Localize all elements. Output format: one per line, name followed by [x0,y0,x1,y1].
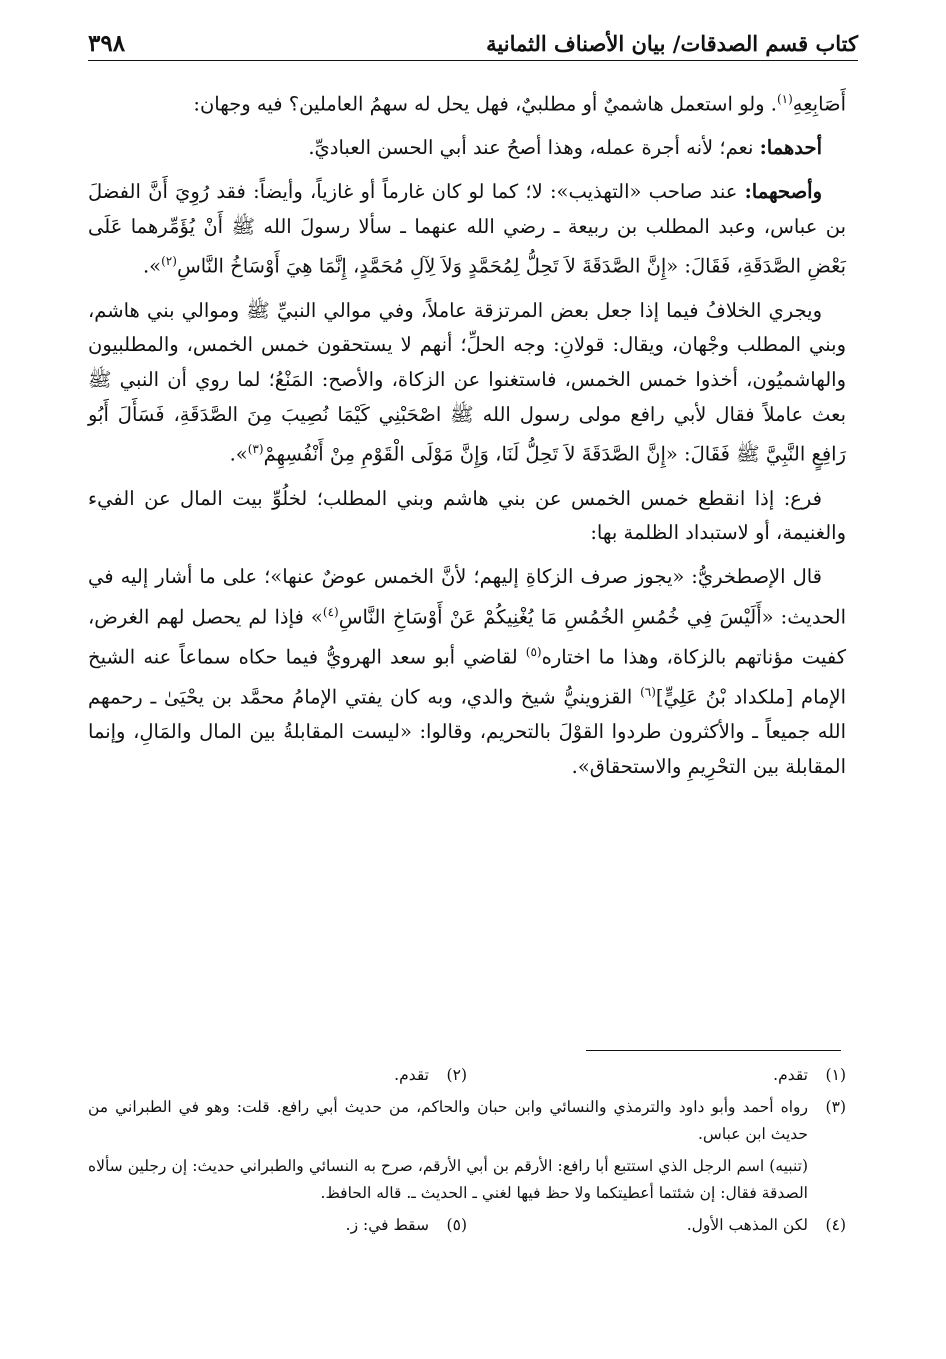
footnote-2-number: (٢) [446,1066,467,1084]
paragraph-1-start: أَصَابِعِهِ [792,92,846,116]
footnote-row-4-5 [88,1212,846,1239]
paragraph-3-lead: وأصحهما: [744,179,822,203]
footnote-ref-2: (٢) [161,254,177,269]
footnote-5-text: سقط في: ز. [345,1216,429,1234]
paragraph-2-text: نعم؛ لأنه أجرة عمله، وهذا أصحُ عند أبي الحسن العباديِّ. [308,136,760,160]
running-title: كتاب قسم الصدقات/ بيان الأصناف الثمانية [486,30,858,56]
footnote-1 [467,1062,846,1089]
footnote-divider [586,1050,841,1051]
footnote-3-note: (تنبيه) اسم الرجل الذي استتبع أبا رافع: الأرقم بن أبي الأرقم، صرح به النسائي والطبراني حديث: إن رجلين سألاه الصدقة فقال: إن شئتما أعطيتكما ولا حظ فيها لغني ـ الحديث ـ. قاله الحافظ. [88,1157,808,1202]
footnote-ref-5: (٥) [525,644,542,659]
paragraph-1-text: . ولو استعمل هاشميٌ أو مطلبيٌ، فهل يحل له سهمُ العاملين؟ فيه وجهان: [193,92,777,116]
footnote-2-text: تقدم. [394,1066,429,1084]
paragraph-6-text-d: القزوينيُّ شيخ والدي، وبه كان يفتي الإمامُ محمَّد بن يحْيَىٰ ـ رحمهم الله جميعاً ـ والأكثرون طردوا القوْلَ بالتحريم، وقالوا: «ليست المقابلةُ بين المال والمَالِ، وإنما المقابلة بين التحْرِيمِ والاستحقاق». [88,685,846,778]
paragraph-5-text: فرع: إذا انقطع خمس الخمس عن بني هاشم وبني المطلب؛ لخلُوِّ بيت المال عن الفيء والغنيمة، أو لاستبداد الظلمة بها: [88,486,846,545]
main-text [88,82,846,794]
paragraph-1 [88,82,846,122]
footnote-4 [467,1212,846,1239]
paragraph-2-lead: أحدهما: [759,136,822,160]
paragraph-4-end: ». [229,442,248,466]
paragraph-3-text: عند صاحب «التهذيب»: لا؛ كما لو كان غارماً أو غازياً، وأيضاً: فقد رُوِيَ أَنَّ الفضلَ بن عباس، وعبد المطلب بن ربيعة ـ رضي الله عنهما ـ سألا رسولَ الله ﷺ أَنْ يُؤَمِّرهما عَلَى بَعْضِ الصَّدَقَةِ، فَقَالَ: «إِنَّ الصَّدَقَةَ لاَ تَحِلُّ لِمُحَمَّدٍ وَلاَ لِآلِ مُحَمَّدٍ، إِنَّمَا هِيَ أَوْسَاخُ النَّاسِ [88,179,846,278]
paragraph-4 [88,294,846,473]
footnote-4-text: لكن المذهب الأول. [686,1216,808,1234]
paragraph-4-text: ويجري الخلافُ فيما إذا جعل بعض المرتزقة عاملاً، وفي موالي النبيِّ ﷺ وموالي بني هاشم، وبني المطلب وجْهان، ويقال: قولانِ: وجه الحلِّ؛ أنهم لا يستحقون خمس الخمس، والمطلبيون والهاشميُون، أخذوا خمس الخمس، فاستغنوا عن الزكاة، والأصح: المَنْعُ؛ لما روي أن النبي ﷺ بعث عاملاً فقال لأبي رافع مولى رسول الله ﷺ اصْحَبْنِي كَيْمَا نُصِيبَ مِنَ الصَّدَقَةِ، فَسَأَلَ أَبُو رَافِعٍ النَّبِيَّ ﷺ فَقَالَ: «إِنَّ الصَّدَقَةَ لاَ تَحِلُّ لَنَا، وَإِنَّ مَوْلَى الْقَوْمِ مِنْ أَنْفُسِهِمْ [88,298,846,466]
footnote-3-number: (٣) [825,1098,846,1116]
paragraph-6-text: قال الإصطخريُّ: «يجوز صرف الزكاةِ إليهم؛ لأنَّ الخمس عوضٌ عنها»؛ على ما أشار إليه في الحديث: «أَلَيْسَ فِي خُمُسِ الخُمُسِ مَا يُغْنِيكُمْ عَنْ أَوْسَاخِ النَّاسِ [88,564,846,629]
footnote-1-number: (١) [825,1066,846,1084]
footnote-row-1-2 [88,1062,846,1089]
paragraph-3-end: ». [142,254,162,278]
paragraph-5 [88,482,846,551]
footnote-ref-6: (٦) [640,685,656,700]
footnotes [88,1062,846,1244]
paragraph-3 [88,175,846,285]
footnote-5-number: (٥) [446,1216,467,1234]
page-number: ٣٩٨ [88,29,126,57]
footnote-ref-1: (١) [776,92,793,106]
footnote-5 [88,1212,467,1239]
footnote-3-text: رواه أحمد وأبو داود والترمذي والنسائي وابن حبان والحاكم، من حديث أبي رافع. قلت: وهو في الطبراني من حديث ابن عباس. [88,1098,808,1143]
footnote-4-number: (٤) [825,1216,846,1234]
footnote-1-text: تقدم. [773,1066,808,1084]
paragraph-6 [88,560,846,785]
page-header [88,26,858,61]
paragraph-6-text-b: » فإذا لم يحصل لهم الغرض، كفيت مؤناتهم بالزكاة، وهذا ما اختاره [88,605,846,669]
footnote-ref-4: (٤) [322,604,339,619]
footnote-ref-3: (٣) [247,442,264,457]
paragraph-6-text-c: لقاضي أبو سعد الهرويُّ فيما حكاه سماعاً عنه الشيخ الإمام [ملكداد بْنُ عَلِيٍّ] [88,645,846,709]
paragraph-2 [88,131,846,166]
footnote-3 [88,1094,846,1148]
footnote-2 [88,1062,467,1089]
